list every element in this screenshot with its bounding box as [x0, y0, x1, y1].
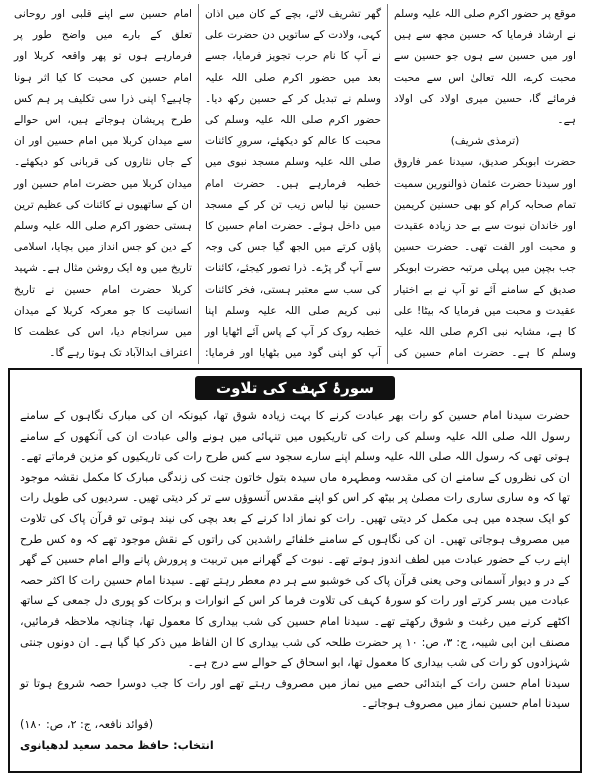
box-body: [20, 406, 570, 756]
sidebar-box-kahf: [8, 368, 582, 773]
column-right-body: حضرت ابوبکر صدیق، سیدنا عمر فاروق اور سیدنا حضرت عثمان ذوالنورین سمیت تمام صحابہ کرام کو بھی حسنین کریمین اور خاندان نبوت سے بے حد زیادہ عقیدت و محبت اور الفت تھی۔ حضرت حسین جب بچپن میں پہلی مرتبہ حضرت ابوبکر صدیق کے سامنے آئے تو آپ نے بے اختیار عقیدت و محبت میں فرمایا کہ بیٹا! علی کا ہے، مشابہ نبی اکرم صلی اللہ علیہ وسلم کا ہے۔ حضرت امام حسین کی: [394, 156, 576, 360]
box-credit: انتخاب: حافظ محمد سعید لدھیانوی: [20, 738, 214, 752]
article-columns: [8, 4, 582, 364]
column-middle: [198, 4, 388, 364]
column-left-body: امام حسین سے اپنے قلبی اور روحانی تعلق کے بارے میں واضح طور پر فرمارہے ہوں تو پھر واقعہ کربلا اور امام حسین کی محبت کا کیا اثر ہونا چاہیے؟ اپنی ذرا سی تکلیف پر ہم کس طرح پریشان ہوجاتے ہیں، اس حوالے سے میدان کربلا میں امام حسین اور ان کے جاں نثاروں کی قربانی کو دیکھئے۔ میدان کربلا میں حضرت امام حسین اور ان کے ساتھیوں نے کائنات کی عظیم ترین ہستی حضور اکرم صلی اللہ علیہ وسلم کے دین کو جس انداز میں بچایا، اسلامی تاریخ میں وہ ایک روشن مثال ہے۔ شہید کربلا حضرت امام حسین نے تاریخ انسانیت کا جو معرکہ کربلا کے میدان میں سرانجام دیا، اس کی عظمت کا اعتراف ابدالآباد تک ہوتا رہے گا۔: [14, 8, 192, 360]
box-paragraph: حضرت سیدنا امام حسین کو رات بھر عبادت کرنے کا بہت زیادہ شوق تھا، کیونکہ ان کی مبارک نگاہوں کے سامنے رسول اللہ صلی اللہ علیہ وسلم کی رات کی تاریکیوں میں تنہائی میں ہونے والی عبادت ان کی آنکھوں کے سامنے ہوتی تھی کہ رسول اللہ صلی اللہ علیہ وسلم اپنے سارے سجود سے کس طرح رات کی تاریکیوں کو مزین فرماتے تھے۔ ان کی نظروں کے سامنے ان کی مقدسہ ومطہرہ ماں سیدہ بتول خاتون جنت کی زندگی مبارک کا مکمل نقشہ موجود تھا کہ وہ ساری ساری رات مصلیٰ پر بیٹھ کر اس کو اپنے مقدس آنسوؤں سے تر کر دیتی تھیں۔ سردیوں کی طویل رات کو ایک سجدہ میں ہی مکمل کر دیتی تھیں۔ رات کو نماز ادا کرنے کے بعد بچی کی نیند ہوتی تو قرآن پاک کی تلاوت میں مصروف ہوجاتی تھیں۔ ان کی نگاہوں کے سامنے خلفائے راشدین کی راتوں کے نقش موجود تھے کہ وہ کس طرح اپنے رب کے حضور عبادت میں لطف اندوز ہوتے تھے۔ نبوت کے گھرانے میں تربیت و پرورش پانے والے امام حسین کے گھر کے در و دیوار آسمانی وحی یعنی قرآن پاک کی خوشبو سے ہر دم معطر رہتے تھے۔ سیدنا امام حسین رات کا اکثر حصہ عبادت میں بسر کرتے اور رات کو سورۂ کہف کی تلاوت فرما کر اس کے انوارات و برکات کو پوری دل جمعی کے ساتھ اکٹھے کرنے میں رغبت و شوق رکھتے تھے۔ سیدنا امام حسین کی شب بیداری کا معمول تھا، چنانچہ ملاحظہ فرمائیں، مصنف ابن ابی شیبہ، ج: ۳، ص: ۱۰ پر حضرت طلحہ کی شب بیداری کا ان الفاظ میں ذکر کیا گیا ہے۔ ان دونوں جنتی شہزادوں کو رات کی شب بیداری کا معمول تھا، ابو اسحاق کے حوالے سے درج ہے۔: [20, 409, 570, 670]
column-right: [388, 4, 582, 364]
box-quote: سیدنا امام حسن رات کے ابتدائی حصے میں نماز میں مصروف رہتے تھے اور رات کا جب دوسرا حصہ شروع ہوتا تو سیدنا امام حسین نماز میں مصروف ہوجاتے۔: [20, 676, 570, 711]
citation-tirmidhi: (ترمذی شریف): [450, 135, 520, 148]
box-reference: (فوائد نافعہ، ج: ۲، ص: ۱۸۰): [20, 717, 154, 731]
column-right-intro: موقع پر حضور اکرم صلی اللہ علیہ وسلم نے ارشاد فرمایا کہ حسین مجھ سے ہیں اور میں حسین سے ہوں جو حسین سے محبت کرے، اللہ تعالیٰ اس سے محبت فرمائے گا، حسین میری اولاد کی اولاد ہے۔: [394, 8, 576, 127]
box-title: سورۂ کہف کی تلاوت: [195, 376, 395, 400]
column-middle-body: گھر تشریف لائے، بچے کے کان میں اذان کہی، ولادت کے ساتویں دن حضرت علی نے آپ کا نام حرب تجویز فرمایا، جسے بعد میں حضور اکرم صلی اللہ علیہ وسلم نے تبدیل کر کے حسین رکھ دیا۔ حضور اکرم صلی اللہ علیہ وسلم کی محبت کا عالم کو دیکھئے، سرورِ کائنات صلی اللہ علیہ وسلم مسجد نبوی میں خطبہ فرمارہے ہیں۔ حضرت امام حسین نیا لباس زیب تن کر کے مسجد میں داخل ہوئے۔ حضرت امام حسین کا پاؤں کرتے میں الجھ گیا جس کی وجہ سے آپ گر پڑے۔ ذرا تصور کیجئے، کائنات کی سب سے معتبر ہستی، فخر کائنات نبی کریم صلی اللہ علیہ وسلم اپنا خطبہ روک کر آپ کے پاس آئے اٹھایا اور آپ کو اپنی گود میں بٹھایا اور فرمایا:: [205, 8, 381, 360]
column-left: [8, 4, 198, 364]
